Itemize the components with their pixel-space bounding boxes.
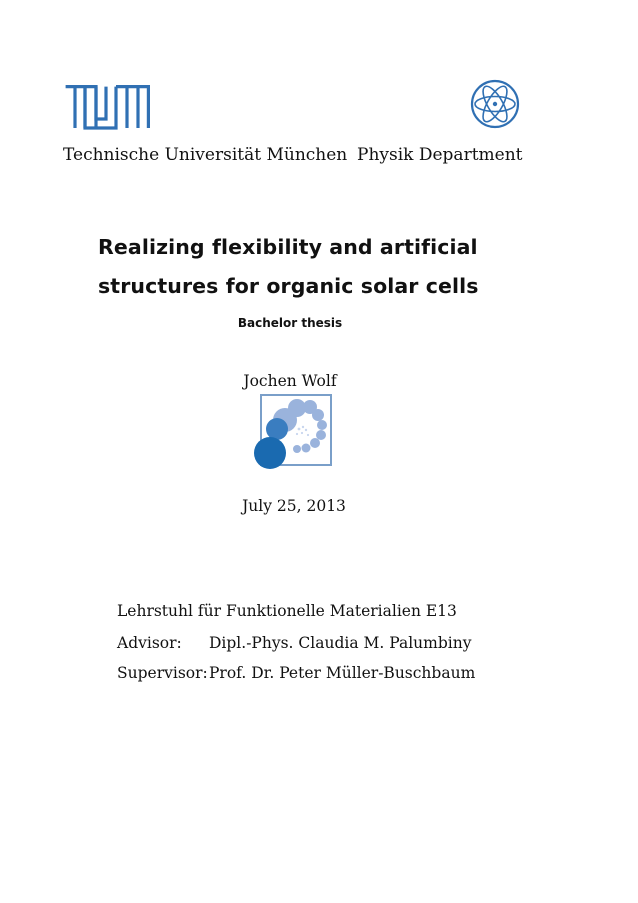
atom-icon <box>469 78 521 130</box>
supervisor-label: Supervisor: <box>117 664 208 682</box>
advisor-row <box>117 634 471 652</box>
chair-name: Lehrstuhl für Funktionelle Materialien E13 <box>117 602 457 620</box>
circles-logo <box>253 393 333 478</box>
department-name: Physik Department <box>357 145 523 165</box>
thesis-type: Bachelor thesis <box>237 316 343 330</box>
thesis-date: July 25, 2013 <box>242 497 346 515</box>
thesis-title <box>98 228 558 306</box>
tum-logo-graphic <box>64 85 150 130</box>
university-name: Technische Universität München <box>63 145 348 165</box>
advisor-label: Advisor: <box>117 634 182 652</box>
chair-logo-graphic <box>253 393 333 473</box>
thesis-title-line-2: structures for organic solar cells <box>98 274 479 298</box>
supervisor-row <box>117 664 475 682</box>
tum-logo <box>64 85 150 135</box>
author-name: Jochen Wolf <box>243 372 337 390</box>
supervisor-name: Prof. Dr. Peter Müller-Buschbaum <box>209 664 476 682</box>
thesis-title-line-1: Realizing flexibility and artificial <box>98 235 478 259</box>
advisor-name: Dipl.-Phys. Claudia M. Palumbiny <box>209 634 472 652</box>
atom-logo <box>469 78 521 135</box>
